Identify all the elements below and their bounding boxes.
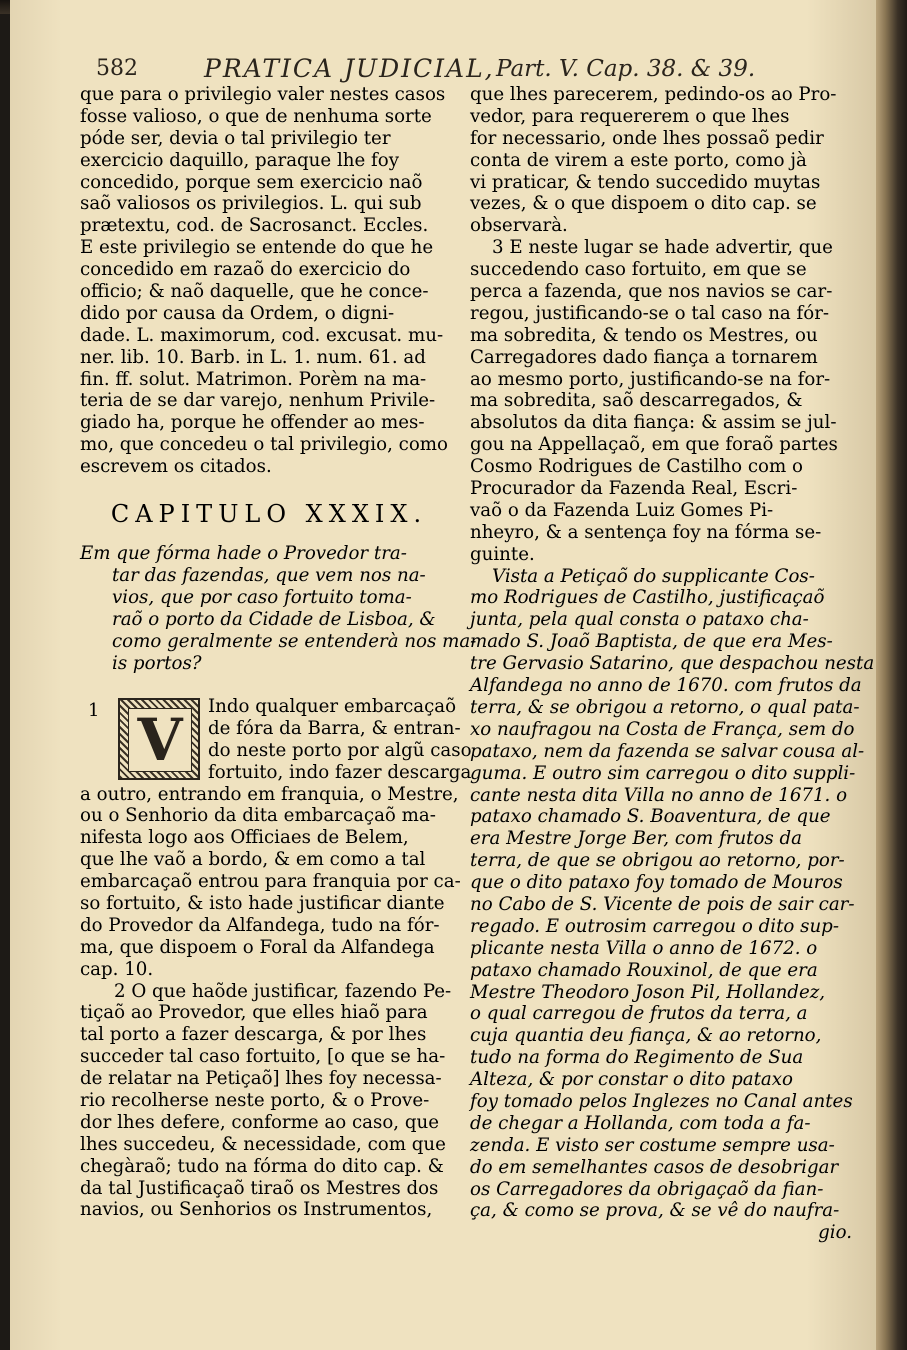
text-line: que o dito pataxo foy tomado de Mouros xyxy=(470,872,843,894)
text-line: E este privilegio se entende do que he xyxy=(80,237,434,259)
text-line: ou o Senhorio da dita embarcaçaõ ma- xyxy=(80,805,436,827)
left-column-top-text xyxy=(80,84,458,478)
text-line: conta de virem a este porto, como jà xyxy=(470,149,807,171)
text-line: rio recolherse neste porto, & o Prove- xyxy=(80,1090,430,1112)
text-line: pataxo chamado Rouxinol, de que era xyxy=(470,959,818,981)
text-line: terra, de que se obrigou ao retorno, por- xyxy=(470,850,845,872)
text-line: zenda. E visto ser costume sempre usa- xyxy=(470,1134,835,1156)
text-line: concedido em razaõ do exercicio do xyxy=(80,259,411,281)
text-line: Indo qualquer embarcaçaõ xyxy=(208,696,457,717)
text-line: o qual carregou de frutos da terra, a xyxy=(470,1003,808,1025)
text-line: officio; & naõ daquelle, que he conce- xyxy=(80,281,429,303)
text-line: perca a fazenda, que nos navios se car- xyxy=(470,281,833,303)
summary-line: is portos? xyxy=(112,653,202,674)
text-line: Carregadores dado fiança a tornarem xyxy=(470,346,818,368)
text-line: 2 O que haõde justificar, fazendo Pe- xyxy=(114,980,452,1002)
text-line: Mestre Theodoro Joson Pil, Hollandez, xyxy=(470,981,826,1003)
text-line: plicante nesta Villa o anno de 1672. o xyxy=(470,937,818,959)
text-line: ma sobredita, & tendo os Mestres, ou xyxy=(470,324,818,346)
text-line: cante nesta dita Villa no anno de 1671. o xyxy=(470,784,848,806)
text-line: Alteza, & por constar o dito pataxo xyxy=(470,1069,793,1091)
text-line: tiçaõ ao Provedor, que elles hiaõ para xyxy=(80,1002,428,1024)
decorated-initial xyxy=(118,698,200,780)
text-line: navios, ou Senhorios os Instrumentos, xyxy=(80,1199,433,1221)
text-line: nifesta logo aos Officiaes de Belem, xyxy=(80,827,409,849)
text-line: ma, que dispoem o Foral da Alfandega xyxy=(80,936,435,958)
text-line: cuja quantia deu fiança, & ao retorno, xyxy=(470,1025,822,1047)
text-line: que lhe vaõ a bordo, & em como a tal xyxy=(80,849,426,871)
text-line: gou na Appellaçaõ, em que foraõ partes xyxy=(470,434,838,456)
text-line: ça, & como se prova, & se vê do naufra- xyxy=(470,1200,840,1222)
text-line: escrevem os citados. xyxy=(80,456,272,478)
text-line: pataxo, nem da fazenda se salvar cousa al- xyxy=(470,740,865,762)
text-line: era Mestre Jorge Ber, com frutos da xyxy=(470,828,803,850)
text-line: Procurador da Fazenda Real, Escri- xyxy=(470,478,798,500)
text-line: prætextu, cod. de Sacrosanct. Eccles. xyxy=(80,215,429,237)
paragraph-number-1: 1 xyxy=(88,700,100,721)
text-line: so fortuito, & isto hade justificar diante xyxy=(80,893,445,915)
chapter-heading: CAPITULO XXXIX. xyxy=(110,500,428,528)
text-line: no Cabo de S. Vicente de pois de sair car- xyxy=(470,893,855,915)
text-line: de relatar na Petiçaõ] lhes foy necessa- xyxy=(80,1068,442,1090)
text-line: gio. xyxy=(818,1222,852,1244)
text-line: de fóra da Barra, & entran- xyxy=(208,717,461,739)
text-line: succedendo caso fortuito, em que se xyxy=(470,259,807,281)
text-line: que para o privilegio valer nestes casos xyxy=(80,84,446,105)
summary-line: como geralmente se entenderà nos ma- xyxy=(112,631,477,652)
text-line: regou, justificando-se o tal caso na fór- xyxy=(470,302,830,324)
summary-line: Em que fórma hade o Provedor tra- xyxy=(80,543,407,564)
summary-line: raõ o porto da Cidade de Lisboa, & xyxy=(112,609,436,630)
text-line: lhes succedeu, & necessidade, com que xyxy=(80,1133,446,1155)
text-line: da tal Justificaçaõ tiraõ os Mestres dos xyxy=(80,1177,439,1199)
text-line: que lhes parecerem, pedindo-os ao Pro- xyxy=(470,84,837,105)
text-line: regado. E outrosim carregou o dito sup- xyxy=(470,915,839,937)
text-line: giado ha, porque he offender ao mes- xyxy=(80,412,425,434)
text-line: guinte. xyxy=(470,543,535,565)
text-line: guma. E outro sim carregou o dito suppli- xyxy=(470,762,856,784)
text-line: chegàraõ; tudo na fórma do dito cap. & xyxy=(80,1155,444,1177)
text-line: ao mesmo porto, justificando-se na for- xyxy=(470,368,831,390)
text-line: fosse valioso, o que de nenhuma sorte xyxy=(80,105,432,127)
text-line: xo naufragou na Costa de França, sem do xyxy=(470,718,855,740)
text-line: tudo na forma do Regimento de Sua xyxy=(470,1047,804,1069)
text-line: saõ valiosos os privilegios. L. qui sub xyxy=(80,193,422,215)
chapter-summary xyxy=(80,543,477,675)
text-line: for necessario, onde lhes possaõ pedir xyxy=(470,127,824,149)
text-line: mo Rodrigues de Castilho, justificaçaõ xyxy=(470,587,825,609)
text-line: fortuito, indo fazer descarga xyxy=(208,761,472,783)
text-line: a outro, entrando em franquia, o Mestre, xyxy=(80,783,459,805)
text-line: mo, que concedeu o tal privilegio, como xyxy=(80,434,448,456)
text-line: cap. 10. xyxy=(80,958,154,980)
text-line: Cosmo Rodrigues de Castilho com o xyxy=(470,456,803,478)
text-line: de chegar a Hollanda, com toda a fa- xyxy=(470,1112,811,1134)
text-line: 3 E neste lugar se hade advertir, que xyxy=(492,237,833,259)
text-line: terra, & se obrigou a retorno, o qual pata- xyxy=(470,696,860,718)
summary-line: vios, que por caso fortuito toma- xyxy=(112,587,412,608)
text-line: póde ser, devia o tal privilegio ter xyxy=(80,127,391,149)
text-line: do em semelhantes casos de desobrigar xyxy=(470,1156,839,1178)
text-line: tal porto a fazer descarga, & por lhes xyxy=(80,1024,427,1046)
text-line: pataxo chamado S. Boaventura, de que xyxy=(470,806,831,828)
text-line: junta, pela qual consta o pataxo cha- xyxy=(470,609,809,631)
text-line: vezes, & o que dispoem o dito cap. se xyxy=(470,193,817,215)
text-line: succeder tal caso fortuito, [o que se ha- xyxy=(80,1046,446,1068)
summary-line: tar das fazendas, que vem nos na- xyxy=(112,565,426,586)
text-line: dor lhes defere, conforme ao caso, que xyxy=(80,1111,439,1133)
running-title: PRATICA JUDICIAL, xyxy=(204,54,495,83)
initial-letter: V xyxy=(128,708,192,772)
text-line: Vista a Petiçaõ do supplicante Cos- xyxy=(492,565,815,587)
text-line: vaõ o da Fazenda Luiz Gomes Pi- xyxy=(470,499,774,521)
text-line: absolutos da dita fiança: & assim se jul- xyxy=(470,412,837,434)
text-line: dade. L. maximorum, cod. excusat. mu- xyxy=(80,324,444,346)
text-line: ma sobredita, saõ descarregados, & xyxy=(470,390,803,412)
text-line: observarà. xyxy=(470,215,568,237)
text-line: nheyro, & a sentença foy na fórma se- xyxy=(470,521,822,543)
text-line: mado S. Joaõ Baptista, de que era Mes- xyxy=(470,631,833,653)
text-line: vi praticar, & tendo succedido muytas xyxy=(470,171,821,193)
book-spine-edge xyxy=(876,0,907,1350)
running-head xyxy=(88,52,808,86)
text-line: do Provedor da Alfandega, tudo na fór- xyxy=(80,914,440,936)
text-line: fin. ff. solut. Matrimon. Porèm na ma- xyxy=(80,368,427,390)
text-line: os Carregadores da obrigaçaõ da fian- xyxy=(470,1178,824,1200)
right-column-text xyxy=(470,84,875,1244)
text-line: vedor, para requererem o que lhes xyxy=(470,105,790,127)
text-line: embarcaçaõ entrou para franquia por ca- xyxy=(80,871,461,893)
running-part-chapter: Part. V. Cap. 38. & 39. xyxy=(496,56,756,82)
text-line: foy tomado pelos Inglezes no Canal antes xyxy=(470,1090,853,1112)
text-line: teria de se dar varejo, nenhum Privile- xyxy=(80,390,436,412)
text-line: ner. lib. 10. Barb. in L. 1. num. 61. ad xyxy=(80,346,426,368)
text-line: Alfandega no anno de 1670. com frutos da xyxy=(470,675,862,697)
text-line: tre Gervasio Satarino, que despachou nesta xyxy=(470,653,875,675)
text-line: concedido, porque sem exercicio naõ xyxy=(80,171,423,193)
text-line: exercicio daquillo, paraque lhe foy xyxy=(80,149,399,171)
text-line: dido por causa da Ordem, o digni- xyxy=(80,302,395,324)
page-number: 582 xyxy=(96,56,138,81)
text-line: do neste porto por algũ caso xyxy=(208,739,472,761)
